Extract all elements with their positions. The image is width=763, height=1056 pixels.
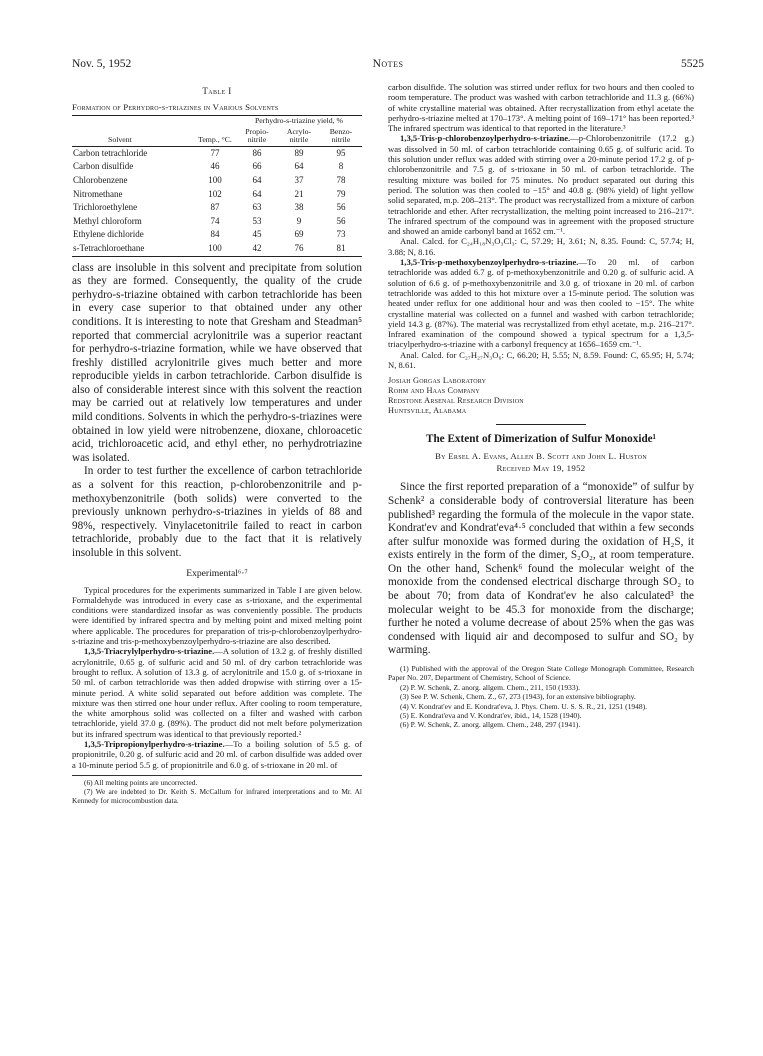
compound-name: 1,3,5-Triacrylylperhydro-s-triazine. <box>84 646 215 657</box>
experimental-heading: Experimental⁶·⁷ <box>186 567 248 579</box>
footnote: (5) E. Kondrat'eva and V. Kondrat'ev, ibid., 14, 1528 (1940). <box>400 711 582 721</box>
procedure-tripropionyl: 1,3,5-Tripropionylperhydro-s-triazine.—To a boiling solution of 5.5 g. of propionitrile, 0.20 g. of sulfuric acid and 20 ml. of carbon disulfide was added over a 10-minute period 5.5 g. of propionitrile and 6.0 g. of s-trioxane in 20 ml. of <box>72 739 362 770</box>
procedure-triacrylyl: 1,3,5-Triacrylylperhydro-s-triazine.—A solution of 13.2 g. of freshly distilled acrylonitrile, 0.65 g. of sulfuric acid and 50 ml. of dry carbon tetrachloride was brought to reflux. A solution of 13.3 g. of acrylonitrile and 15.0 g. of s-trioxane in 50 ml. of carbon tetrachloride was then added dropwise with stirring over a 15-minute period. A white solid separated out before addition was complete. The mixture was then stirred one hour under reflux. After cooling to room temperature, the white amorphous solid was collected on a filter and washed with carbon tetrachloride, yield 37.0 g. (89%). The product did not melt before polymerization but its infrared spectrum was identical to that previously reported.² <box>72 646 362 739</box>
col-header-propionitrile: Propio-nitrile <box>245 126 269 145</box>
table-row: Nitromethane 102 64 21 79 <box>73 188 346 199</box>
left-footnotes <box>72 775 362 806</box>
col-header-temp: Temp., °C. <box>198 135 232 145</box>
left-column <box>72 82 362 806</box>
table-row: Chlorobenzene 100 64 37 78 <box>73 174 346 185</box>
table-row: s-Tetrachloroethane 100 42 76 81 <box>73 242 346 253</box>
table-row: Methyl chloroform 74 53 9 56 <box>73 215 346 226</box>
article-title: The Extent of Dimerization of Sulfur Monoxide¹ <box>426 433 656 446</box>
footnote: (4) V. Kondrat'ev and E. Kondrat'eva, J. Phys. Chem. U. S. S. R., 21, 1251 (1948). <box>400 701 647 711</box>
procedure-chlorobenzoyl: 1,3,5-Tris-p-chlorobenzoylperhydro-s-triazine.—p-Chlorobenzonitrile (17.2 g.) was dissolved in 50 ml. of carbon tetrachloride containing 0.65 g. of sulfuric acid. To this solution under reflux was added with stirring over a 20-minute period 17.2 g. of p-chlorobenzonitrile and 7.5 g. of s-trioxane in 50 ml. of carbon tetrachloride. The resulting mixture was boiled for 75 minutes. No product separated out during this period. The solution was then cooled to −15° and 40.8 g. (98% yield) of light yellow solid separated, m.p. 208–213°. The product was recrystallized from a mixture of carbon tetrachloride and ether. After recrystallization, the melting point increased to 216–217°. The infrared spectrum of the compound was in agreement with the proposed structure and showed an amide carbonyl band at 1652 cm.⁻¹. <box>388 133 694 237</box>
article-authors: By Ersel A. Evans, Allen B. Scott and John L. Huston <box>434 451 648 462</box>
table-bottom-rule <box>72 256 362 257</box>
affiliation: Josiah Gorgas Laboratory Rohm and Haas Company Redstone Arsenal Research Division Huntsville, Alabama <box>388 376 524 416</box>
span-header: Perhydro-s-triazine yield, % <box>254 116 344 125</box>
received-date: Received May 19, 1952 <box>496 463 586 474</box>
body-paragraph: In order to test further the excellence of carbon tetrachloride as a solvent for this reaction, p-chlorobenzonitrile and p-methoxybenzonitrile (both solids) were converted to the previously unknown perhydro-s-triazines in yields of 88 and 98%, respectively. Vinylacetonitrile failed to react in carbon tetrachloride, probably due to the fact that it is relatively insoluble in this solvent. <box>72 465 362 559</box>
table-title: Table I <box>202 86 232 96</box>
compound-name: 1,3,5-Tripropionylperhydro-s-triazine. <box>84 739 225 750</box>
analysis-methoxybenzoyl: Anal. Calcd. for C₂₇H₂₇N₃O₆: C, 66.20; H, 5.55; N, 8.59. Found: C, 65.95; H, 5.74; N, 8.61. <box>388 349 694 371</box>
compound-name: 1,3,5-Tris-p-methoxybenzoylperhydro-s-triazine. <box>400 257 579 268</box>
table-row: Trichloroethylene 87 63 38 56 <box>73 202 346 213</box>
col-header-solvent: Solvent <box>108 135 132 145</box>
compound-name: 1,3,5-Tris-p-chlorobenzoylperhydro-s-triazine. <box>400 133 571 144</box>
col-header-acrylonitrile: Acrylo-nitrile <box>286 126 312 145</box>
footnote: (1) Published with the approval of the Oregon State College Monograph Committee, Research Paper No. 207, Department of Chemistry, School of Science. <box>388 664 694 683</box>
analysis-chlorobenzoyl: Anal. Calcd. for C₂₄H₁₈N₃O₃Cl₃: C, 57.29; H, 3.61; N, 8.35. Found: C, 57.74; H, 3.88; N, 8.16. <box>388 236 694 257</box>
right-footnotes <box>388 664 694 730</box>
experimental-paragraph: Typical procedures for the experiments summarized in Table I are given below. Formaldehyde was introduced in every case as s-trioxane, and the experimental conditions were standardized insofar as was conveniently possible. The products were identified by infrared spectra and by melting point and mixed melting point where applicable. The procedures for preparation of tris-p-chlorobenzoylperhydro-s-triazine and tris-p-methoxybenzoylperhydro-s-triazine are also described. <box>72 584 362 647</box>
section-title: Notes <box>372 58 404 70</box>
page-header <box>72 58 704 72</box>
procedure-continued: carbon disulfide. The solution was stirred under reflux for two hours and then cooled to room temperature. The product was washed with carbon tetrachloride and 11.3 g. (66%) of white crystalline material was obtained. After recrystallization from ethyl acetate the perhydro-s-triazine melted at 170–173°. A melting point of 169–171° has been reported.³ The infrared spectrum was identical to that reported in the literature.³ <box>388 82 694 134</box>
footnote: (2) P. W. Schenk, Z. anorg. allgem. Chem., 211, 150 (1933). <box>400 682 580 692</box>
footnote: (3) See P. W. Schenk, Chem. Z., 67, 273 (1943), for an extensive bibliography. <box>400 692 636 702</box>
body-paragraph: class are insoluble in this solvent and precipitate from solution as they are formed. Consequently, the quality of the crude perhydro-s-triazine obtained with carbon tetrachloride has been in every case superior to that obtained under any other conditions. It is interesting to note that Gresham and Steadman⁵ reported that commercial acrylonitrile was a superior reactant for perhydro-s-triazine formation, while we have observed that freshly distilled acrylonitrile gives much better and more reproducible yields in carbon tetrachloride. Carbon disulfide is also of considerable interest since with this solvent the reaction may be carried out at relatively low temperatures and under mild conditions. Solvents in which the perhydro-s-triazines were obtained in low yield were nitrobenzene, dioxane, chloroacetic acid, trichloroacetic acid, and ethyl ether, no perhydrotriazine was isolated. <box>72 261 362 464</box>
journal-date: Nov. 5, 1952 <box>72 58 132 70</box>
table-row: Ethylene dichloride 84 45 69 73 <box>73 229 346 240</box>
col-header-benzonitrile: Benzo-nitrile <box>329 126 353 145</box>
table-row: Carbon disulfide 46 66 64 8 <box>73 161 344 172</box>
article-separator <box>496 424 586 425</box>
table-caption: Formation of Perhydro-s-triazines in Various Solvents <box>72 102 279 112</box>
footnote: (7) We are indebted to Dr. Keith S. McCallum for infrared interpretations and to Mr. Al Kennedy for microcombustion data. <box>72 787 362 806</box>
footnote: (6) All melting points are uncorrected. <box>84 777 198 787</box>
article-body: Since the first reported preparation of a “monoxide” of sulfur by Schenk² a considerable body of controversial literature has been published³ regarding the formula of the molecule in the vapor state. Kondrat'ev and Kondrat'eva⁴·⁵ concluded that within a few seconds after sulfur monoxide was formed during the oxidation of H₂S, it exists entirely in the form of the dimer, S₂O₂, at room temperature. On the other hand, Schenk⁶ found the molecular weight of the monoxide from the condensed electrical discharge through SO₂ to be about 70; from data of Kondrat'ev he also calculated³ the molecular weight to be 45.3 for monoxide from the discharge; further he noted a volume decrease of about 25% when the gas was condensed with liquid air and decomposed to sulfur and SO₂ by warming. <box>388 481 694 657</box>
right-column <box>388 82 694 730</box>
table-row: Carbon tetrachloride 77 86 89 95 <box>73 147 346 158</box>
yield-table <box>72 116 362 256</box>
footnote: (6) P. W. Schenk, Z. anorg. allgem. Chem., 248, 297 (1941). <box>400 720 581 730</box>
page-number: 5525 <box>681 58 704 70</box>
procedure-methoxybenzoyl: 1,3,5-Tris-p-methoxybenzoylperhydro-s-triazine.—To 20 ml. of carbon tetrachloride was added 6.7 g. of p-methoxybenzonitrile and 0.20 g. of sulfuric acid. A solution of 6.6 g. of p-methoxybenzonitrile and 3.0 g. of trioxane in 20 ml. of carbon tetrachloride was added to this hot mixture over a 15-minute period. The solution was heated under reflux for one additional hour and was then cooled to −15°. The white crystalline material was collected on a funnel and washed with carbon tetrachloride; yield 14.3 g. (87%). The material was recrystallized from ethyl acetate, m.p. 216–217°. Infrared examination of the compound showed a typical spectrum for a 1,3,5-triacylperhydro-s-triazine with a carbonyl frequency at 1656–1659 cm.⁻¹. <box>388 257 694 350</box>
